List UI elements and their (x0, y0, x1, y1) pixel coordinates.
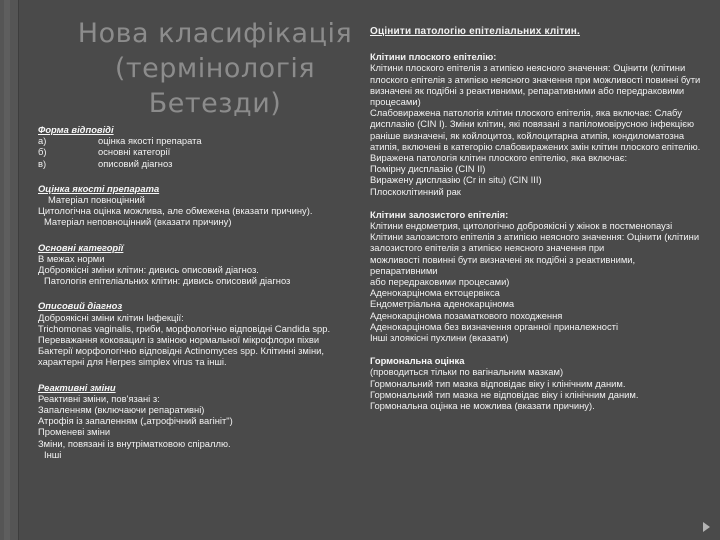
categories-section (38, 242, 354, 287)
text-line: Запаленням (включаючи репаративні) (38, 404, 205, 416)
text-line: Аденокарцінома без визначення органної приналежності (370, 320, 619, 332)
slide-title (70, 16, 360, 121)
text-line: Гормональний тип мазка відповідає віку і клінічним даним. (370, 377, 626, 389)
text-line: Плоскоклітинний рак (370, 185, 461, 197)
list-item: б) основні категорії (38, 146, 171, 158)
section-heading: Основні категорії (38, 241, 124, 253)
text-line: Атрофія із запаленням („атрофічний вагініт") (38, 415, 233, 427)
text-line: Виражену дисплазію (Cr in situ) (CIN III) (370, 174, 542, 186)
list-item: в) описовий діагноз (38, 157, 173, 169)
text-line: Цитологічна оцінка можлива, але обмежена (вказати причину). (38, 205, 313, 217)
text-line: Ендометріальна аденокарцінома (370, 298, 515, 310)
section-heading: Гормональна оцінка (370, 355, 465, 367)
text-line: Слабовиражена патологія клітин плоского епітелія, яка включає: Слабу дисплазію (CIN I). Зміни клітин, які повязані з папіломовірусною інфекцією раніше визначені, як койлоцитоз, койлоцитарна атипія, кондиломатозна атипія, включені в категорію слабовиражених змін клітин плоского епітелію. (370, 107, 701, 152)
text-line: Виражена патологія клітин плоского епітелію, яка включає: (370, 152, 628, 164)
text-line: В межах норми (38, 252, 105, 264)
list-item: а) оцінка якості препарата (38, 135, 202, 147)
section-heading: Реактивні зміни (38, 381, 116, 393)
text-line: Клітини плоского епітелія з атипією неясного значення: Оцінити (клітини плоского епітелія з атипією неясного значення при можливості повинні бути визначені як подібні з реактивними, репаративними або передраковими процесами) (370, 62, 701, 108)
text-line: Помірну дисплазію (CIN II) (370, 163, 486, 175)
title-line: Бетезди) (148, 88, 282, 119)
text-line: Інші (44, 448, 62, 460)
section-heading: Клітини залозистого епітелія: (370, 208, 509, 220)
text-line: Матеріал повноцінний (48, 194, 145, 206)
text-line: можливості повинні бути визначені як подібні з реактивними, репаративними (370, 253, 636, 276)
section-heading: Оцінка якості препарата (38, 182, 160, 194)
text-line: Доброякісні зміни клітин Інфекції: (38, 311, 184, 323)
text-line: Патологія епітеліальних клітин: дивись описовий діагноз (44, 275, 291, 287)
right-heading: Оцінити патологію епітеліальних клітин. (370, 26, 581, 37)
text-line: Trichomonas vaginalis, гриби, морфологічно відповідні Candida spp. Переважання коковацил із зміною нормальної мікрофлори піхви Бактерії морфологічно відповідні Actinomyces spp. Клітинні зміни, характерні для Herpes simplex virus та інші. (38, 322, 331, 368)
quality-section (38, 183, 354, 228)
text-line: (проводиться тільки по вагінальним мазкам) (370, 366, 564, 378)
squamous-section (366, 51, 702, 197)
text-line: Аденокарцінома позаматкового походження (370, 309, 563, 321)
text-line: Клітини ендометрия, цитологічно доброякісні у жінок в постменопаузі (370, 220, 673, 232)
text-line: Інші злоякісні пухлини (вказати) (370, 332, 509, 344)
text-line: Зміни, повязані із внутріматковою спіраллю. (38, 437, 231, 449)
text-line: Доброякісні зміни клітин: дивись описовий діагноз. (38, 264, 259, 276)
text-line: Променеві зміни (38, 426, 111, 438)
text-line: Матеріал неповноцінний (вказати причину) (44, 216, 232, 228)
slide-side-strip (0, 0, 19, 540)
glandular-section (366, 209, 702, 343)
section-heading: Описовий діагноз (38, 300, 123, 312)
reactive-section (38, 382, 354, 460)
text-line: Гормональний тип мазка не відповідає віку і клінічним даним. (370, 388, 639, 400)
text-line: Клітини залозистого епітелія з атипією неясного значення: Оцінити (клітини залозистого епітелія з атипією неясного значення при (370, 231, 700, 254)
hormonal-section (366, 355, 702, 411)
next-slide-arrow-icon[interactable] (703, 522, 710, 532)
text-line: Аденокарцінома ектоцервікса (370, 287, 500, 299)
text-line: або передраковими процесами) (370, 276, 510, 288)
title-line: Нова класифікація (77, 18, 353, 49)
section-heading: Форма відповіді (38, 124, 114, 135)
descriptive-section (38, 300, 354, 367)
text-line: Реактивні зміни, пов'язані з: (38, 392, 160, 404)
text-line: Гормональна оцінка не можлива (вказати причину). (370, 400, 595, 412)
title-line: (термінологія (114, 53, 316, 84)
section-heading: Клітини плоского епітелію: (370, 51, 497, 63)
left-column (38, 124, 354, 474)
right-column (366, 26, 702, 411)
response-form-section (38, 124, 354, 169)
